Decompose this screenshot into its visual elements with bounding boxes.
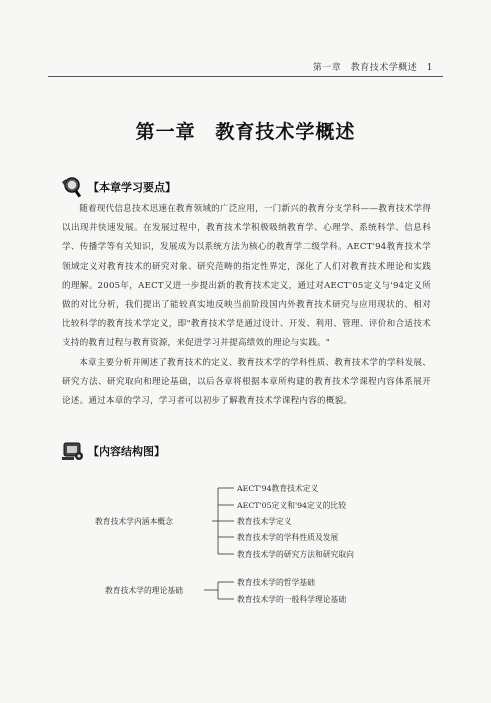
diagram-child-node: 教育技术学的一般科学理论基础: [237, 595, 347, 604]
magnifier-icon: [60, 176, 86, 198]
chapter-number: 第一章: [135, 121, 196, 143]
diagram-root-node: 教育技术学内涵本概念: [95, 517, 173, 526]
diagram-root-node: 教育技术学的理论基础: [105, 586, 183, 595]
section-heading-structure: [60, 440, 165, 462]
running-title: 第一章 教育技术学概述 1: [312, 63, 433, 73]
paragraph: 随着现代信息技术迅速在教育领域的广泛应用，一门新兴的教育分支学科——教育技术学得以出现并快速发展。在发展过程中，教育技术学积极吸纳教育学、心理学、系统科学、信息科学、传播学等有关知识，发展成为以系统方法为核心的教育学二级学科。AECT'94教育技术学领域定义对教育技术的研究对象、研究范畴的指定性界定，深化了人们对教育技术理论和实践的理解。2005年，AECT又进一步提出新的教育技术定义，通过对AECT'05定义与'94定义所做的对比分析，我们提出了能较真实地反映当前阶段国内外教育技术研究与应用现状的、相对比较科学的教育技术学定义，即"教育技术学是通过设计、开发、利用、管理、评价和合适技术支持的教育过程与教育资源，来促进学习并提高绩效的理论与实践。": [62, 204, 431, 349]
diagram-child-node: 教育技术学定义: [237, 517, 292, 526]
diagram-child-node: AECT'05定义和'94定义的比较: [237, 501, 346, 510]
diagram-child-node: 教育技术学的哲学基础: [237, 578, 315, 587]
chapter-title: [0, 117, 491, 144]
gear-monitor-icon: [60, 440, 86, 462]
section-heading-key-points: [60, 176, 176, 198]
paragraph: 本章主要分析并阐述了教育技术的定义、教育技术学的学科性质、教育技术学的学科发展、研究方法、研究取向和理论基础，以后各章将根据本章所构建的教育技术学课程内容体系展开论述。通过本章的学习，学习者可以初步了解教育技术学课程内容的概貌。: [62, 357, 431, 407]
section-title: 【本章学习要点】: [88, 181, 176, 194]
diagram-child-node: 教育技术学的研究方法和研究取向: [237, 550, 354, 559]
chapter-name: 教育技术学概述: [215, 121, 356, 143]
diagram-child-node: AECT'94教育技术定义: [237, 484, 319, 493]
diagram-child-node: 教育技术学的学科性质及发展: [237, 533, 339, 542]
section-title: 【内容结构图】: [88, 445, 165, 458]
header-rule: [48, 76, 443, 77]
running-header: [0, 0, 491, 80]
chapter-summary: [62, 200, 431, 411]
